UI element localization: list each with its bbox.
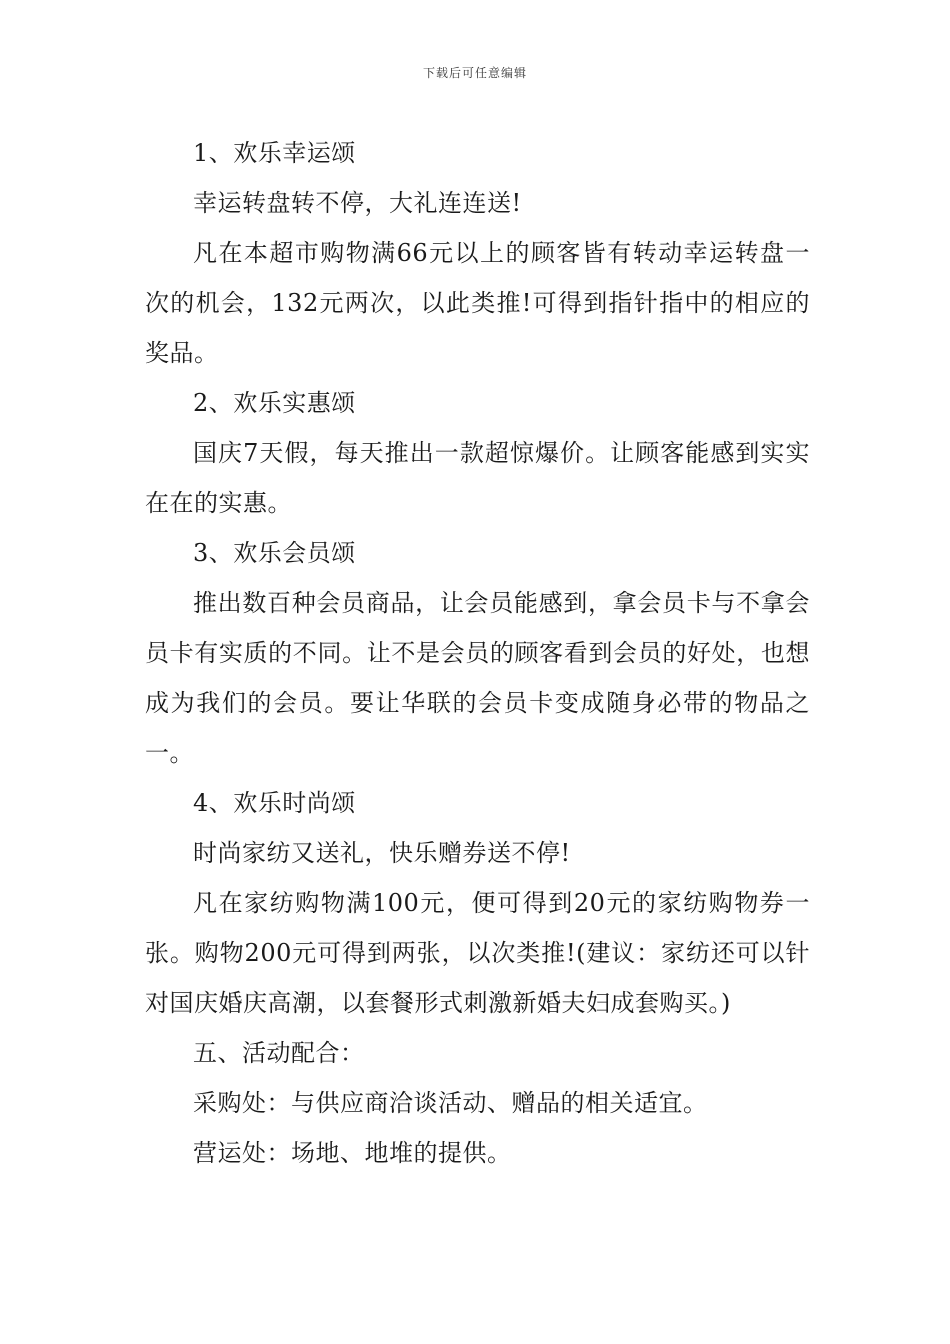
paragraph-fashion-rules: 凡在家纺购物满100元，便可得到20元的家纺购物券一张。购物200元可得到两张，以次类推!(建议：家纺还可以针对国庆婚庆高潮，以套餐形式刺激新婚夫妇成套购买。): [145, 889, 810, 1017]
paragraph-value-details: 国庆7天假，每天推出一款超惊爆价。让顾客能感到实实在在的实惠。: [145, 439, 810, 517]
paragraph-lucky-rules: 凡在本超市购物满66元以上的顾客皆有转动幸运转盘一次的机会，132元两次，以此类推!可得到指针指中的相应的奖品。: [145, 239, 810, 367]
document-body: [145, 128, 810, 1178]
heading-happy-member: 3、欢乐会员颂: [193, 539, 356, 567]
heading-happy-lucky: 1、欢乐幸运颂: [193, 139, 356, 167]
paragraph-purchasing-dept: 采购处：与供应商洽谈活动、赠品的相关适宜。: [193, 1089, 708, 1117]
heading-happy-fashion: 4、欢乐时尚颂: [193, 789, 356, 817]
paragraph-operations-dept: 营运处：场地、地堆的提供。: [193, 1139, 512, 1167]
paragraph-fashion-slogan: 时尚家纺又送礼，快乐赠券送不停!: [193, 839, 571, 867]
paragraph-member-details: 推出数百种会员商品，让会员能感到，拿会员卡与不拿会员卡有实质的不同。让不是会员的顾客看到会员的好处，也想成为我们的会员。要让华联的会员卡变成随身必带的物品之一。: [145, 589, 810, 767]
heading-activity-coordination: 五、活动配合：: [193, 1039, 365, 1067]
page-header: 下载后可任意编辑: [422, 66, 527, 80]
heading-happy-value: 2、欢乐实惠颂: [193, 389, 356, 417]
paragraph-lucky-slogan: 幸运转盘转不停，大礼连连送!: [193, 189, 522, 217]
